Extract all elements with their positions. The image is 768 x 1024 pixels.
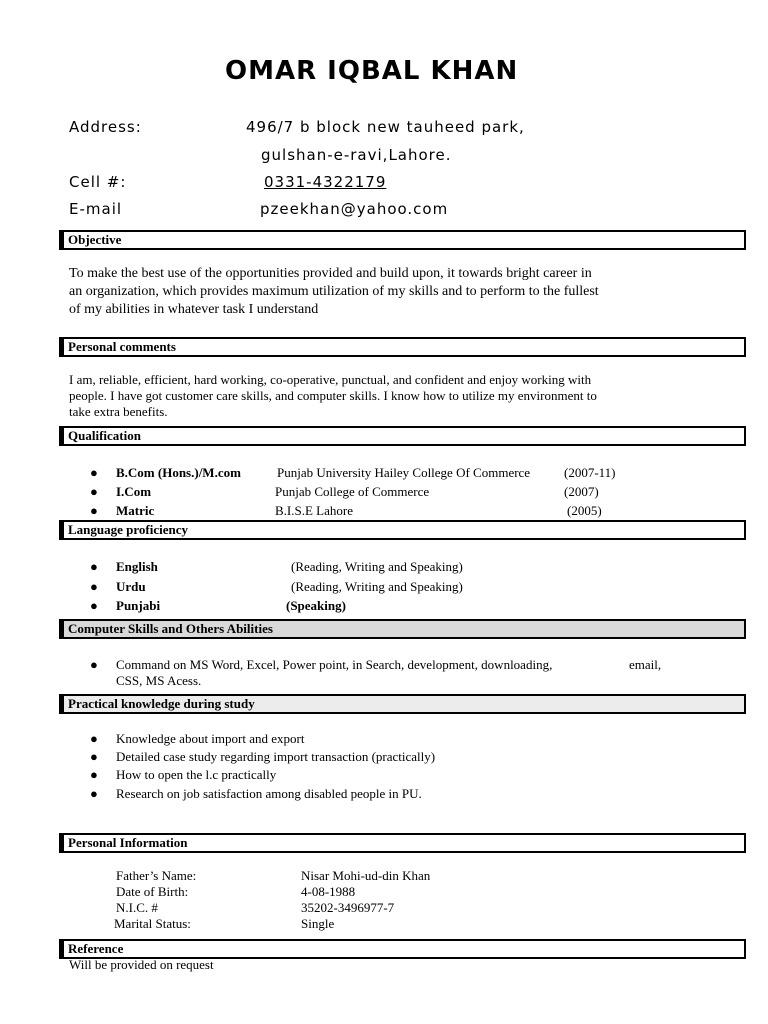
personal-info-heading-bar <box>59 833 746 853</box>
practical-item: Knowledge about import and export <box>116 731 305 746</box>
institute: Punjab University Hailey College Of Commerce <box>277 465 531 480</box>
comments-line-2: people. I have got customer care skills, and computer skills. I know how to utilize my environment to <box>69 388 597 403</box>
language-name: English <box>116 559 158 574</box>
email-address: pzeekhan@yahoo.com <box>260 200 449 218</box>
cell-label: Cell #: <box>69 173 127 191</box>
bullet-icon: ● <box>90 579 98 594</box>
info-value: 35202-3496977-7 <box>301 900 395 915</box>
info-label: N.I.C. # <box>116 900 158 915</box>
info-label: Date of Birth: <box>116 884 189 899</box>
language-level: (Reading, Writing and Speaking) <box>291 579 463 594</box>
year: (2007) <box>564 484 599 499</box>
bullet-icon: ● <box>90 503 98 518</box>
reference-heading-bar <box>59 939 746 959</box>
personal-info-heading: Personal Information <box>68 835 188 850</box>
language-name: Urdu <box>116 579 146 594</box>
comments-line-3: take extra benefits. <box>69 404 168 419</box>
address-label: Address: <box>69 118 142 136</box>
language-heading-bar <box>59 520 746 540</box>
language-name: Punjabi <box>116 598 161 613</box>
computer-skills-line-1: Command on MS Word, Excel, Power point, in Search, development, downloading, <box>116 657 553 672</box>
personal-comments-heading: Personal comments <box>68 339 176 354</box>
reference-text: Will be provided on request <box>69 957 214 972</box>
info-label: Father’s Name: <box>116 868 197 883</box>
objective-line-3: of my abilities in whatever task I understand <box>69 302 319 317</box>
degree: Matric <box>116 503 155 518</box>
comments-line-1: I am, reliable, efficient, hard working, co-operative, punctual, and confident and enjoy working with <box>69 372 592 387</box>
bullet-icon: ● <box>90 731 98 746</box>
objective-heading-bar <box>59 230 746 250</box>
reference-heading: Reference <box>68 941 124 956</box>
computer-skills-email: email, <box>629 657 662 672</box>
cell-number: 0331-4322179 <box>264 173 387 191</box>
info-label: Marital Status: <box>114 916 191 931</box>
year: (2007-11) <box>564 465 616 480</box>
qualification-heading-bar <box>59 426 746 446</box>
objective-line-2: an organization, which provides maximum utilization of my skills and to perform to the fullest <box>69 284 599 299</box>
resume-name: OMAR IQBAL KHAN <box>225 56 519 86</box>
institute: B.I.S.E Lahore <box>275 503 353 518</box>
qualification-heading: Qualification <box>68 428 141 443</box>
address-line-2: gulshan-e-ravi,Lahore. <box>261 146 452 164</box>
bullet-icon: ● <box>90 559 98 574</box>
info-value: Single <box>301 916 335 931</box>
info-value: Nisar Mohi-ud-din Khan <box>301 868 431 883</box>
address-line-1: 496/7 b block new tauheed park, <box>246 118 525 136</box>
practical-item: Research on job satisfaction among disabled people in PU. <box>116 786 422 801</box>
degree: I.Com <box>116 484 152 499</box>
bullet-icon: ● <box>90 465 98 480</box>
objective-heading: Objective <box>68 232 122 247</box>
language-level: (Reading, Writing and Speaking) <box>291 559 463 574</box>
personal-comments-heading-bar <box>59 337 746 357</box>
institute: Punjab College of Commerce <box>275 484 430 499</box>
degree: B.Com (Hons.)/M.com <box>116 465 241 480</box>
practical-item: Detailed case study regarding import transaction (practically) <box>116 749 436 764</box>
language-heading: Language proficiency <box>68 522 189 537</box>
computer-skills-heading: Computer Skills and Others Abilities <box>68 621 273 636</box>
practical-heading: Practical knowledge during study <box>68 696 255 711</box>
bullet-icon: ● <box>90 657 98 672</box>
bullet-icon: ● <box>90 767 98 782</box>
practical-heading-bar <box>59 694 746 714</box>
computer-skills-heading-bar <box>59 619 746 639</box>
bullet-icon: ● <box>90 749 98 764</box>
bullet-icon: ● <box>90 598 98 613</box>
info-value: 4-08-1988 <box>301 884 356 899</box>
language-level: (Speaking) <box>286 598 346 613</box>
email-label: E-mail <box>69 200 123 218</box>
year: (2005) <box>567 503 602 518</box>
computer-skills-line-2: CSS, MS Acess. <box>116 673 202 688</box>
bullet-icon: ● <box>90 786 98 801</box>
bullet-icon: ● <box>90 484 98 499</box>
practical-item: How to open the l.c practically <box>116 767 277 782</box>
objective-line-1: To make the best use of the opportunities provided and build upon, it towards bright career in <box>69 266 592 281</box>
